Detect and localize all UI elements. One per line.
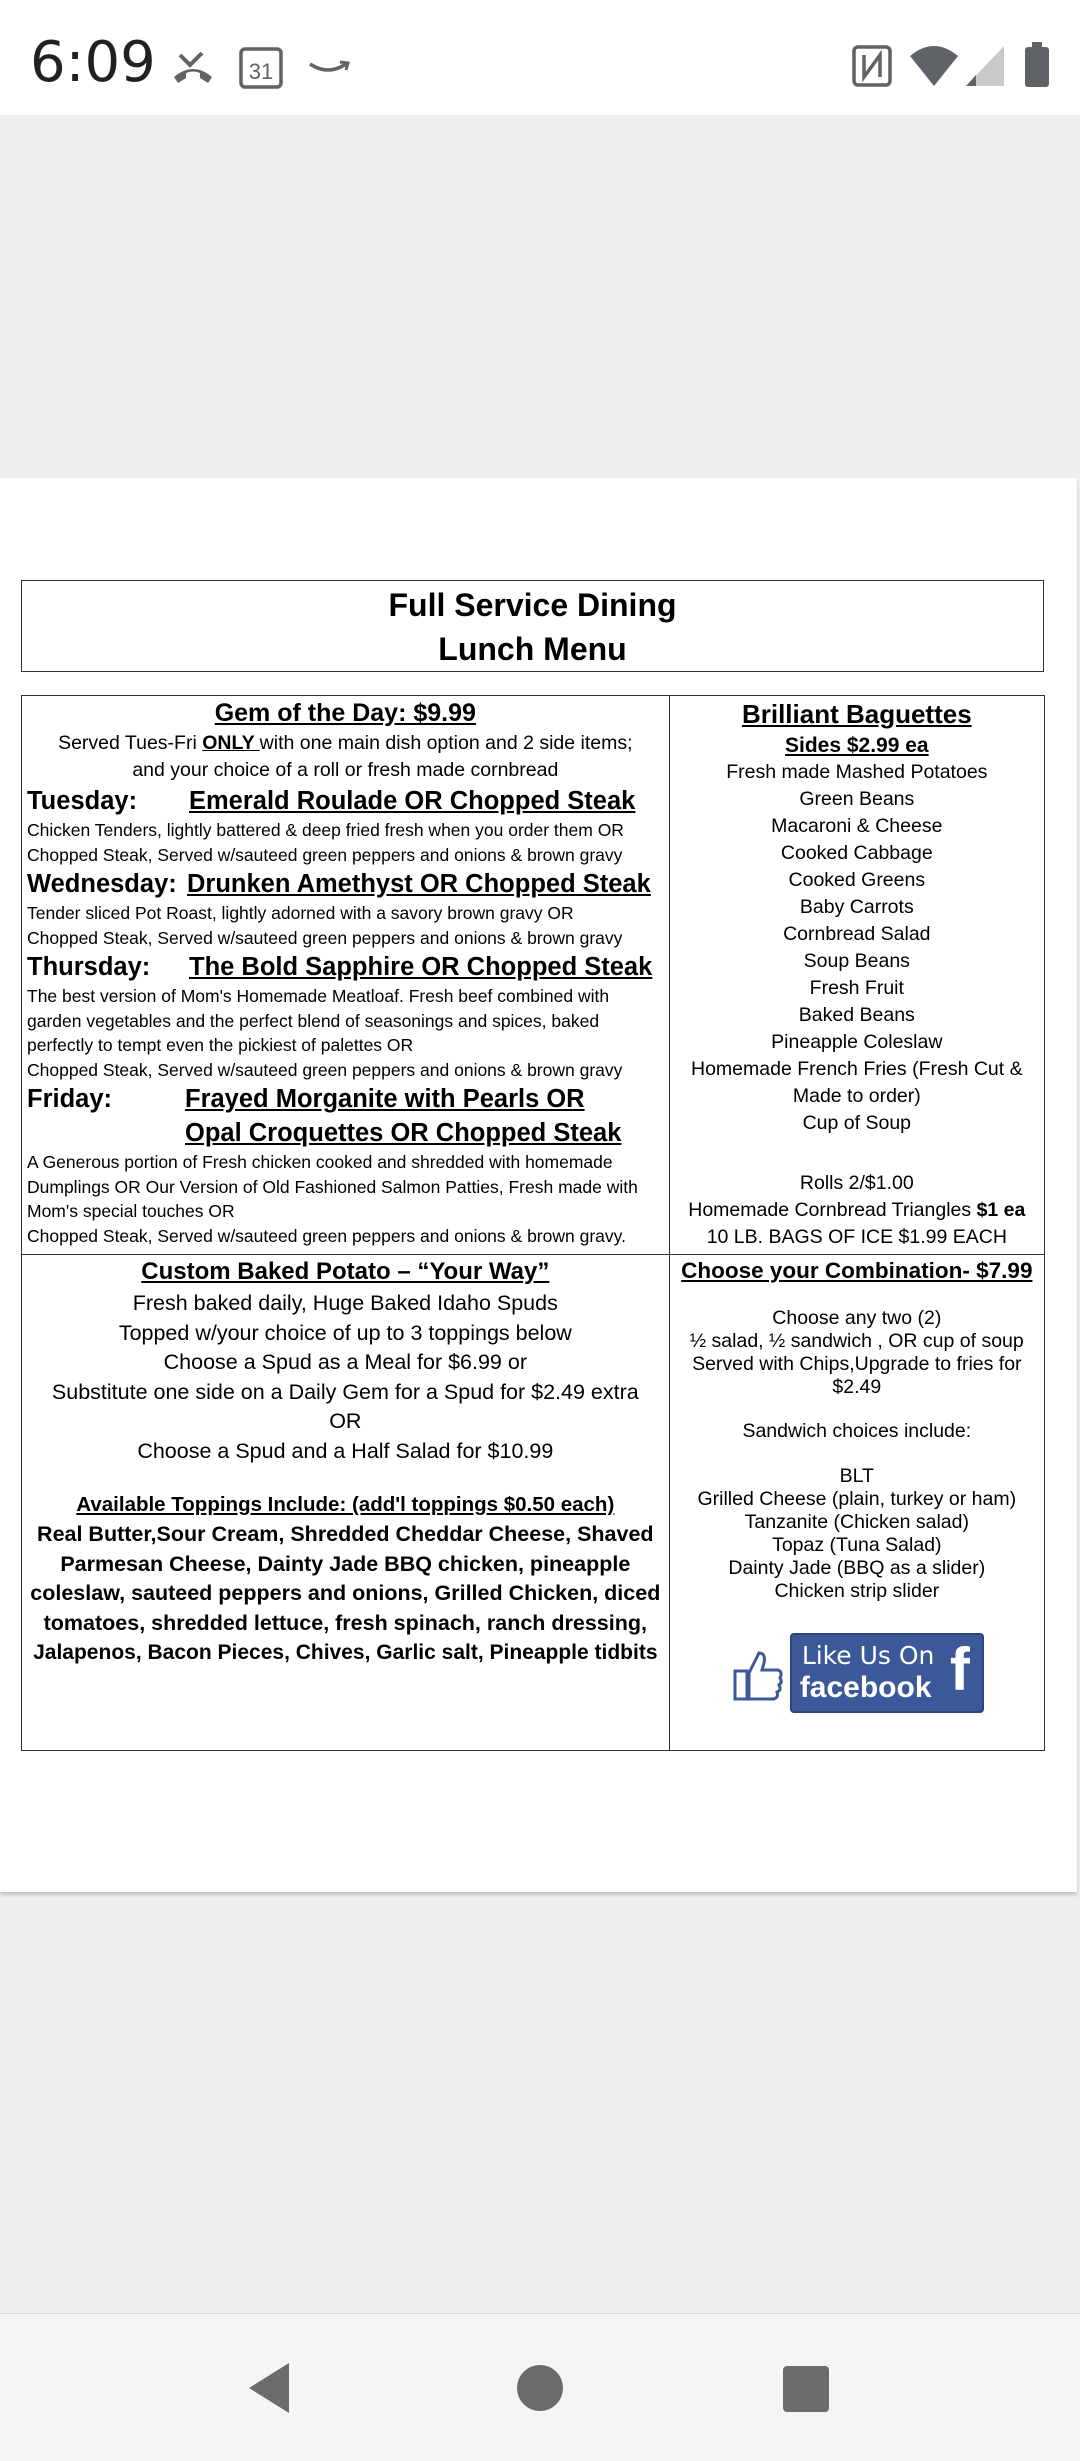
sandwich-item: Grilled Cheese (plain, turkey or ham) — [697, 1488, 1017, 1510]
toppings-line: tomatoes, shredded lettuce, fresh spinach, ranch dressing, — [43, 1610, 647, 1635]
facebook-wordmark: facebook — [799, 1671, 932, 1704]
sandwich-item: Chicken strip slider — [774, 1580, 940, 1602]
nfc-icon — [852, 45, 892, 92]
side-item: Homemade French Fries (Fresh Cut & — [691, 1058, 1023, 1080]
side-item: Fresh Fruit — [809, 977, 904, 999]
ice-price: 10 LB. BAGS OF ICE $1.99 EACH — [706, 1226, 1007, 1248]
combination-line: Served with Chips,Upgrade to fries for — [692, 1353, 1022, 1375]
wifi-icon — [908, 44, 960, 93]
side-item: Pineapple Coleslaw — [771, 1031, 943, 1053]
potato-line: Choose a Spud as a Meal for $6.99 or — [163, 1350, 527, 1374]
side-item: Cup of Soup — [802, 1112, 912, 1134]
friday-row — [22, 1082, 669, 1116]
side-item: Made to order) — [792, 1085, 921, 1107]
thursday-dish: The Bold Sapphire OR Chopped Steak — [189, 953, 653, 981]
friday-dish-2: Opal Croquettes OR Chopped Steak — [185, 1119, 622, 1147]
sides-list — [670, 759, 1044, 1137]
baked-potato-cell — [22, 1255, 670, 1751]
wednesday-desc-1: Tender sliced Pot Roast, lightly adorned with a savory brown gravy OR — [27, 903, 574, 923]
wednesday-desc-2: Chopped Steak, Served w/sauteed green peppers and onions & brown gravy — [27, 927, 623, 948]
thursday-label: Thursday: — [27, 953, 151, 981]
gem-heading: Gem of the Day: $9.99 — [214, 699, 476, 727]
facebook-badge[interactable] — [732, 1633, 982, 1713]
wednesday-label: Wednesday: — [27, 870, 177, 898]
gem-intro-b: with one main dish option and 2 side items; — [259, 732, 633, 754]
thursday-desc-3: perfectly to tempt even the pickiest of palettes OR — [27, 1035, 414, 1055]
recents-button[interactable] — [783, 2366, 829, 2412]
sandwich-item: BLT — [839, 1465, 874, 1487]
thursday-desc-1: The best version of Mom's Homemade Meatloaf. Fresh beef combined with — [27, 986, 610, 1006]
sandwich-heading: Sandwich choices include: — [742, 1420, 972, 1442]
cornbread-amount: $1 ea — [976, 1199, 1026, 1221]
calendar-day-text: 31 — [248, 59, 274, 84]
tuesday-desc-2: Chopped Steak, Served w/sauteed green peppers and onions & brown gravy — [27, 844, 623, 865]
back-icon — [245, 2361, 295, 2415]
gem-of-day-cell — [22, 696, 670, 1255]
side-item: Cooked Cabbage — [780, 842, 933, 864]
cornbread-label: Homemade Cornbread Triangles — [688, 1199, 977, 1221]
thursday-desc-4: Chopped Steak, Served w/sauteed green peppers and onions & brown gravy — [27, 1059, 623, 1080]
home-button[interactable] — [517, 2365, 563, 2411]
rolls-price: Rolls 2/$1.00 — [799, 1172, 914, 1194]
gem-intro — [22, 730, 669, 757]
facebook-like-text: Like Us On — [801, 1641, 935, 1670]
facebook-panel — [790, 1633, 984, 1713]
baguettes-heading: Brilliant Baguettes — [741, 699, 972, 729]
gem-intro-a: Served Tues-Fri — [58, 732, 203, 754]
thursday-desc-2: garden vegetables and the perfect blend of seasonings and spices, baked — [27, 1010, 600, 1031]
potato-line: Topped w/your choice of up to 3 toppings below — [118, 1320, 572, 1345]
cornbread-price — [670, 1197, 1044, 1224]
friday-dish-1: Frayed Morganite with Pearls OR — [185, 1085, 585, 1113]
toppings-heading: Available Toppings Include: (add'l toppings $0.50 each) — [76, 1493, 615, 1516]
side-item: Cooked Greens — [788, 869, 926, 891]
friday-desc-4: Chopped Steak, Served w/sauteed green peppers and onions & brown gravy. — [27, 1225, 626, 1246]
toppings-line: Jalapenos, Bacon Pieces, Chives, Garlic salt, Pineapple tidbits — [33, 1641, 658, 1664]
toppings-line: Real Butter,Sour Cream, Shredded Cheddar Cheese, Shaved — [37, 1522, 654, 1546]
toppings-line: Parmesan Cheese, Dainty Jade BBQ chicken, pineapple — [60, 1551, 631, 1576]
menu-title: Full Service Dining — [388, 587, 677, 623]
toppings-line: coleslaw, sauteed peppers and onions, Grilled Chicken, diced — [30, 1581, 661, 1605]
potato-line: OR — [329, 1409, 362, 1433]
wednesday-row — [22, 867, 669, 901]
menu-page — [0, 478, 1077, 1892]
potato-line: Substitute one side on a Daily Gem for a Spud for $2.49 extra — [51, 1379, 639, 1404]
friday-desc-2: Dumplings OR Our Version of Old Fashioned Salmon Patties, Fresh made with — [27, 1176, 638, 1197]
potato-line: Fresh baked daily, Huge Baked Idaho Spuds — [132, 1291, 558, 1315]
tuesday-label: Tuesday: — [27, 787, 138, 815]
facebook-f-icon: f — [949, 1636, 970, 1703]
sandwich-item: Dainty Jade (BBQ as a slider) — [728, 1557, 986, 1579]
side-item: Soup Beans — [803, 950, 910, 972]
side-item: Macaroni & Cheese — [771, 815, 943, 837]
potato-line: Choose a Spud and a Half Salad for $10.99 — [137, 1438, 554, 1463]
calendar-31-icon — [238, 44, 284, 95]
friday-desc-3: Mom's special touches OR — [27, 1201, 235, 1221]
tuesday-row — [22, 784, 669, 818]
back-button[interactable] — [245, 2361, 295, 2415]
amazon-icon — [306, 56, 352, 85]
gem-intro-line2: and your choice of a roll or fresh made cornbread — [132, 759, 559, 781]
battery-icon — [1024, 42, 1050, 93]
baguettes-cell — [669, 696, 1044, 1255]
potato-heading: Custom Baked Potato – “Your Way” — [141, 1258, 550, 1285]
friday-desc-1: A Generous portion of Fresh chicken cooked and shredded with homemade — [27, 1152, 613, 1172]
navigation-bar — [0, 2313, 1080, 2461]
sandwich-item: Topaz (Tuna Salad) — [772, 1534, 942, 1556]
friday-row-2 — [22, 1116, 669, 1150]
side-item: Baked Beans — [798, 1004, 915, 1026]
side-item: Baby Carrots — [799, 896, 914, 918]
friday-label: Friday: — [27, 1085, 113, 1113]
tuesday-dish: Emerald Roulade OR Chopped Steak — [189, 787, 636, 815]
side-item: Green Beans — [799, 788, 915, 810]
gem-intro-only: ONLY — [202, 732, 260, 754]
missed-call-icon — [168, 47, 218, 92]
combination-line: ½ salad, ½ sandwich , OR cup of soup — [689, 1330, 1024, 1352]
side-item: Cornbread Salad — [783, 923, 931, 945]
combination-line: $2.49 — [832, 1376, 882, 1398]
combination-heading: Choose your Combination- $7.99 — [681, 1258, 1033, 1283]
signal-icon — [964, 44, 1006, 93]
sandwich-item: Tanzanite (Chicken salad) — [744, 1511, 969, 1533]
menu-table — [21, 695, 1045, 1751]
status-bar — [0, 0, 1080, 115]
combination-cell — [669, 1255, 1044, 1751]
thursday-row — [22, 950, 669, 984]
menu-subtitle: Lunch Menu — [438, 631, 627, 667]
menu-title-box — [21, 580, 1044, 672]
tuesday-desc-1: Chicken Tenders, lightly battered & deep fried fresh when you order them OR — [27, 820, 624, 840]
combination-line: Choose any two (2) — [772, 1307, 942, 1329]
side-item: Fresh made Mashed Potatoes — [726, 761, 988, 783]
status-time: 6:09 — [30, 30, 156, 95]
sides-heading: Sides $2.99 ea — [785, 734, 929, 757]
wednesday-dish: Drunken Amethyst OR Chopped Steak — [187, 870, 651, 898]
thumbs-up-icon — [732, 1647, 786, 1703]
